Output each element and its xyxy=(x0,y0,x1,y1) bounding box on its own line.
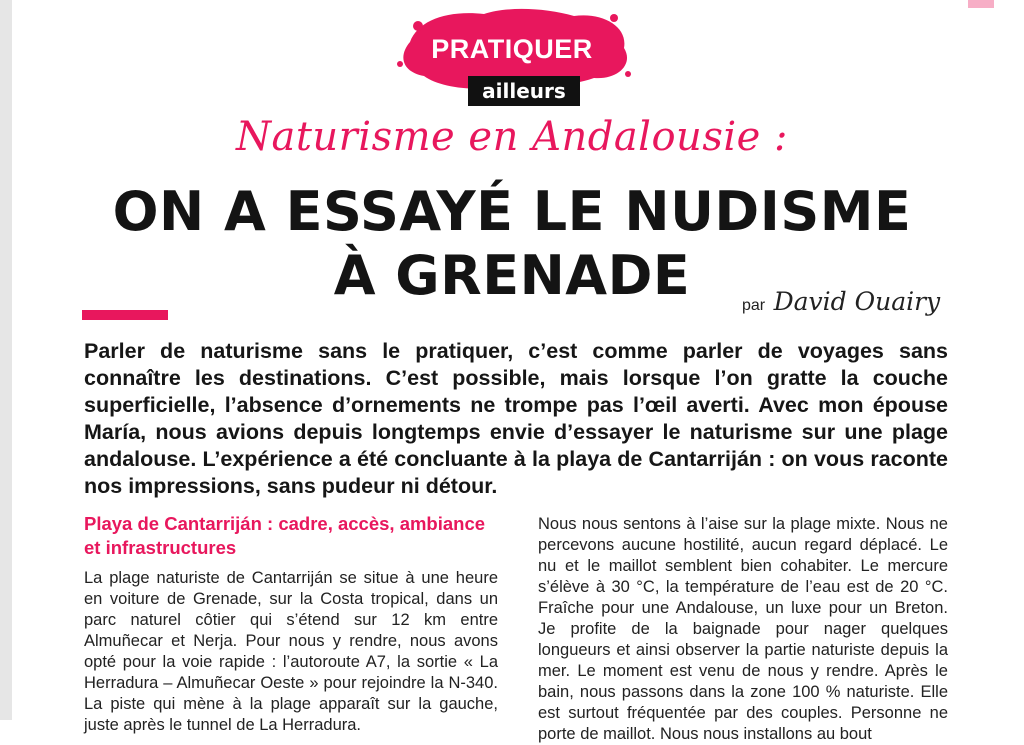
section-subkicker: ailleurs xyxy=(468,76,580,106)
right-column-body: Nous nous sentons à l’aise sur la plage mixte. Nous ne percevons aucune hostilité, aucun regard déplacé. Le nu et le maillot semblent bien cohabiter. Le mercure s’élève à 30 °C, la température de l’eau est de 20 °C. Fraîche pour une Andalouse, un luxe pour un Breton. Je profite de la baignade pour nager quelques longueurs et ainsi observer la partie naturiste depuis la mer. Le moment est venu de nous y rendre. Après le bain, nous passons dans la zone 100 % naturiste. Elle est surtout fréquentée par des couples. Personne ne porte de maillot. Nous nous installons au bout xyxy=(538,515,948,743)
headline-line-1: ON A ESSAYÉ LE NUDISME xyxy=(112,180,912,243)
page-edge xyxy=(0,0,12,720)
corner-tab xyxy=(968,0,994,8)
lead-paragraph: Parler de naturisme sans le pratiquer, c’est comme parler de voyages sans connaître les destinations. C’est possible, mais lorsque l’on gratte la couche superficielle, l’absence d’ornements ne trompe pas l’œil averti. Avec mon épouse María, nous avions depuis longtemps envie d’essayer le naturisme sur une plage andalouse. L’expérience a été concluante à la playa de Cantarriján : on vous raconte nos impressions, sans pudeur ni détour. xyxy=(84,339,948,498)
article-script-title: Naturisme en Andalousie : xyxy=(235,114,788,160)
headline-line-2: À GRENADE xyxy=(333,244,691,307)
left-column-body: La plage naturiste de Cantarriján se situe à une heure en voiture de Grenade, sur la Costa tropical, dans un parc naturel côtier qui s’étend sur 12 km entre Almuñecar et Nerja. Pour nous y rendre, nous avons opté pour la voie rapide : l’autoroute A7, la sortie « La Herradura – Almuñecar Oeste » pour rejoindre la N-340. La piste qui mène à la plage apparaît sur la gauche, juste après le tunnel de La Herradura. xyxy=(84,569,498,734)
accent-rule xyxy=(82,310,168,320)
left-column xyxy=(84,512,498,736)
section-badge xyxy=(388,4,636,104)
byline-prefix: par xyxy=(742,297,766,314)
section-subhead: Playa de Cantarriján : cadre, accès, ambiance et infrastructures xyxy=(84,513,486,558)
byline xyxy=(742,287,940,316)
section-kicker: PRATIQUER xyxy=(431,34,593,64)
right-column xyxy=(538,514,948,745)
author-signature: David Ouairy xyxy=(773,287,941,316)
